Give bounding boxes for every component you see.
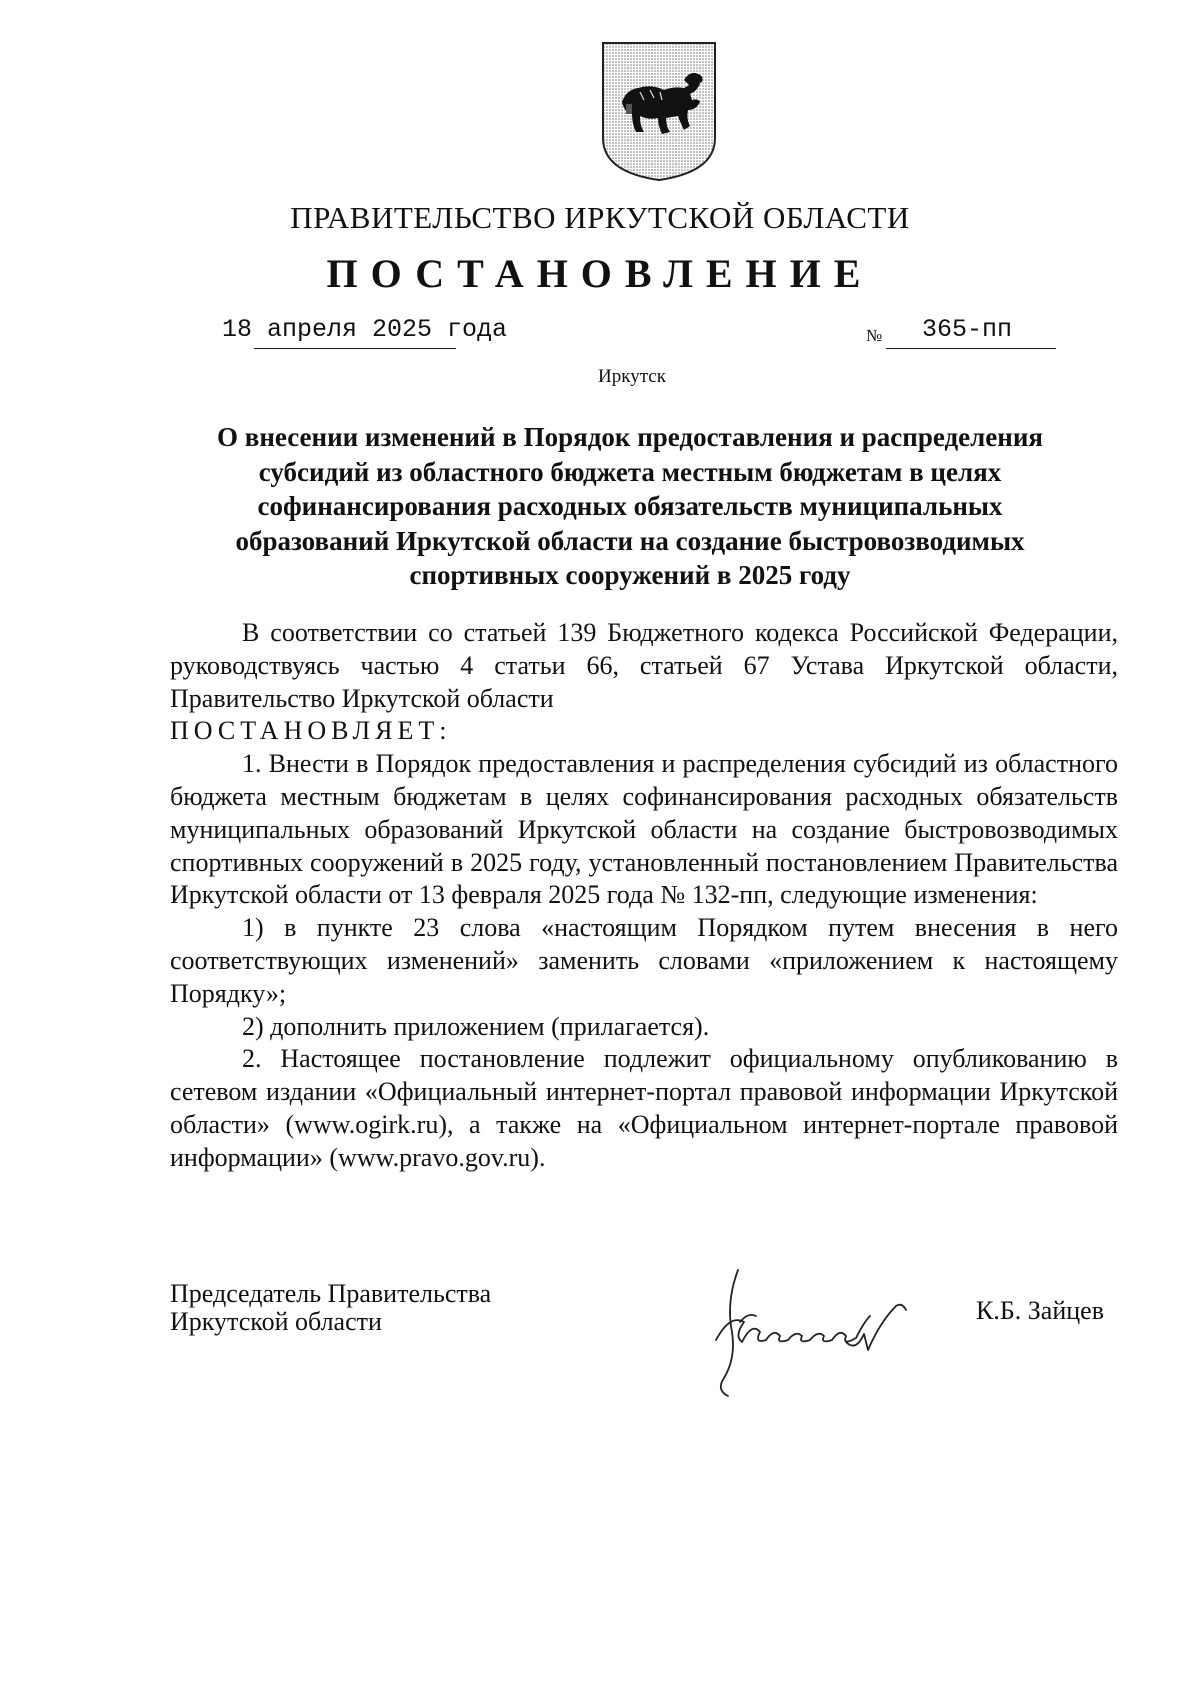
preamble-paragraph: В соответствии со статьей 139 Бюджетного кодекса Российской Федерации, руководствуясь частью 4 статьи 66, статьей 67 Устава Иркутской области, Правительство Иркутской области [170,618,1118,713]
resolves-keyword: ПОСТАНОВЛЯЕТ: [170,716,452,746]
signer-name: К.Б. Зайцев [976,1296,1104,1325]
document-date: 18 апреля 2025 года [222,315,508,344]
coat-of-arms-icon [600,40,718,182]
signer-position-line: Председатель Правительства [170,1279,492,1308]
subject-line: спортивных сооружений в 2025 году [409,560,851,590]
subject-line: образований Иркутской области на создание быстровозводимых [235,525,1025,556]
issuer-title: ПРАВИТЕЛЬСТВО ИРКУТСКОЙ ОБЛАСТИ [290,200,910,235]
item-1-2-paragraph: 2) дополнить приложением (прилагается). [242,1011,710,1041]
handwritten-signature-icon [696,1262,968,1402]
number-sign: № [866,326,883,345]
subject-line: О внесении изменений в Порядок предоставления и распределения [217,422,1043,452]
date-underline [254,348,456,349]
signer-position-line: Иркутской области [170,1307,382,1336]
item-1-paragraph: 1. Внести в Порядок предоставления и распределения субсидий из областного бюджета местным бюджетам в целях софинансирования расходных обязательств муниципальных образований Иркутской области на создание быстровозводимых спортивных сооружений в 2025 году, установленный постановлением Правительства Иркутской области от 13 февраля 2025 года № 132-пп, следующие изменения: [170,749,1118,910]
number-underline [886,348,1056,349]
document-subject [180,420,1080,593]
subject-line: субсидий из областного бюджета местным бюджетам в целях [258,456,1002,487]
subject-line: софинансирования расходных обязательств муниципальных [257,491,1003,521]
signer-position [170,1280,491,1336]
item-2-paragraph: 2. Настоящее постановление подлежит официальному опубликованию в сетевом издании «Официальный интернет-портал правовой информации Иркутской области» (www.ogirk.ru), а также на «Официальном интернет-портале правовой информации» (www.pravo.gov.ru). [170,1044,1118,1172]
document-number: 365-пп [922,315,1013,344]
issue-city: Иркутск [598,366,666,387]
document-body [170,617,1118,1175]
document-type-heading: ПОСТАНОВЛЕНИЕ [326,251,874,296]
item-1-1-paragraph: 1) в пункте 23 слова «настоящим Порядком путем внесения в него соответствующих изменений» заменить словами «приложением к настоящему Порядку»; [170,913,1118,1008]
